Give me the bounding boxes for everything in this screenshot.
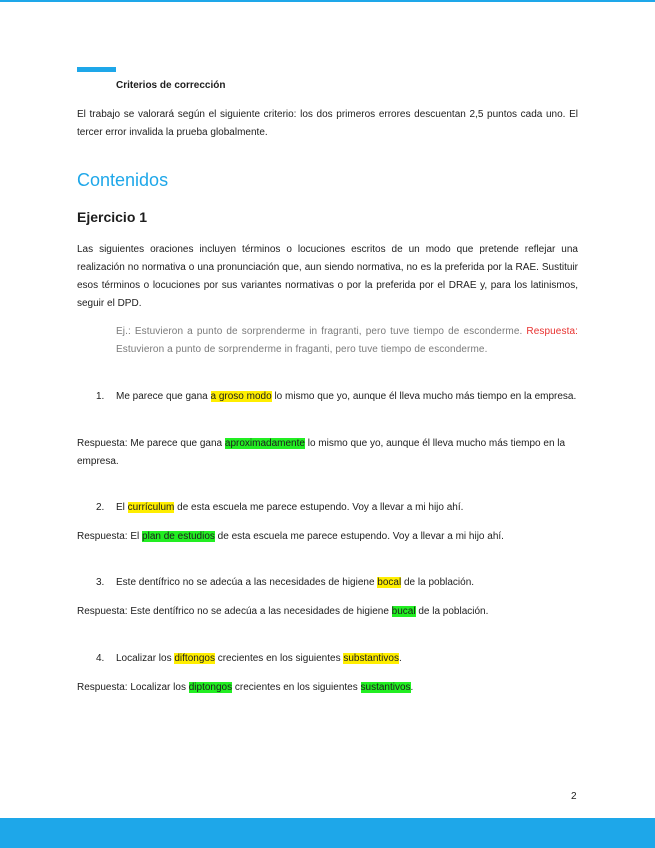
answer-2: Respuesta: El plan de estudios de esta escuela me parece estupendo. Voy a llevar a mi hijo ahí.: [77, 531, 504, 542]
section-accent-mark: [77, 67, 116, 72]
wrong-term-highlight: currículum: [127, 502, 175, 513]
section-title: Contenidos: [77, 170, 169, 190]
item-number: 1.: [96, 391, 105, 402]
example-answer-label: Respuesta:: [526, 326, 578, 337]
exercise-item-2: [96, 499, 578, 517]
wrong-term-highlight: substantivos: [343, 653, 399, 664]
wrong-term-highlight: bocal: [377, 577, 402, 588]
bottom-accent-bar: [0, 818, 655, 848]
top-accent-bar: [0, 0, 655, 2]
correct-term-highlight: aproximadamente: [224, 438, 305, 449]
item-text: El currículum de esta escuela me parece estupendo. Voy a llevar a mi hijo ahí.: [116, 502, 464, 513]
item-text: Este dentífrico no se adecúa a las necesidades de higiene bocal de la población.: [116, 577, 475, 588]
correct-term-highlight: plan de estudios: [142, 531, 215, 542]
correct-term-highlight: diptongos: [188, 682, 233, 693]
exercise-item-3: [96, 574, 578, 592]
example-sentence: Ej.: Estuvieron a punto de sorprenderme in fragranti, pero tuve tiempo de esconderme.: [116, 326, 523, 337]
criteria-title: Criterios de corrección: [116, 80, 226, 91]
wrong-term-highlight: diftongos: [174, 653, 215, 664]
page-number: 2: [571, 791, 577, 802]
exercise-title: Ejercicio 1: [77, 209, 148, 225]
correct-term-highlight: sustantivos: [360, 682, 411, 693]
item-number: 4.: [96, 653, 105, 664]
item-number: 3.: [96, 577, 105, 588]
exercise-item-1: [96, 388, 578, 406]
wrong-term-highlight: a groso modo: [210, 391, 272, 402]
correct-term-highlight: bucal: [391, 606, 416, 617]
answer-1: Respuesta: Me parece que gana aproximadamente lo mismo que yo, aunque él lleva mucho más tiempo en la empresa.: [77, 438, 566, 467]
answer-4: Respuesta: Localizar los diptongos crecientes en los siguientes sustantivos.: [77, 682, 414, 693]
item-text: Localizar los diftongos crecientes en los siguientes substantivos.: [116, 653, 402, 664]
criteria-text: El trabajo se valorará según el siguiente criterio: los dos primeros errores descuentan 2,5 puntos cada uno. El tercer error invalida la prueba globalmente.: [77, 109, 578, 138]
example-block: [116, 323, 578, 359]
answer-3: Respuesta: Este dentífrico no se adecúa a las necesidades de higiene bucal de la población.: [77, 606, 489, 617]
exercise-instructions: Las siguientes oraciones incluyen términos o locuciones escritos de un modo que pretende reflejar una realización no normativa o una pronunciación que, aun siendo normativa, no es la preferida por la RAE. Sustituir esos términos o locuciones por sus variantes normativas o por la preferida por el DRAE y, para los latinismos, seguir el DPD.: [77, 244, 578, 309]
example-answer: Estuvieron a punto de sorprenderme in fraganti, pero tuve tiempo de esconderme.: [116, 344, 488, 355]
exercise-item-4: [96, 650, 578, 668]
item-text: Me parece que gana a groso modo lo mismo que yo, aunque él lleva mucho más tiempo en la empresa.: [116, 391, 577, 402]
item-number: 2.: [96, 502, 105, 513]
